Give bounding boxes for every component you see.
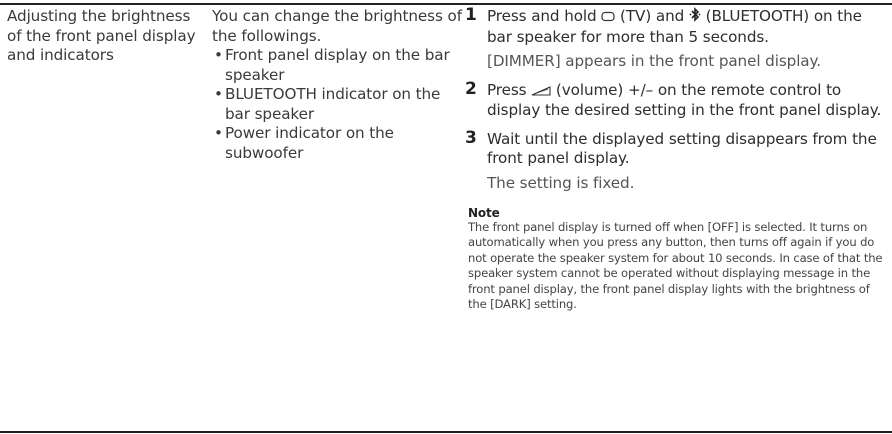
volume-icon [531, 82, 551, 102]
step-number: 3 [465, 127, 477, 148]
bullet-item: • Power indicator on the subwoofer [212, 124, 462, 163]
tv-icon [601, 8, 615, 28]
step-instruction: Wait until the displayed setting disappears from the front panel display. [487, 129, 877, 167]
function-title: Adjusting the brightness of the front panel display and indicators [7, 7, 196, 64]
description-bullets [212, 46, 462, 163]
table-top-rule [0, 3, 892, 5]
bullet-item: • BLUETOOTH indicator on the bar speaker [212, 85, 462, 124]
step-instruction: Press (volume) +/– on the remote control to display the desired setting in the front panel display. [487, 80, 882, 119]
note-title: Note [468, 206, 500, 220]
note-body: The front panel display is turned off when [OFF] is selected. It turns on automatically when you press any button, then turns off again if you do not operate the speaker system for about 10 seconds. In case of that the speaker system cannot be operated without displaying message in the front panel display, the front panel display lights with the brightness of the [DARK] setting. [468, 220, 883, 312]
step-result: [DIMMER] appears in the front panel display. [487, 52, 821, 70]
step-number: 2 [465, 78, 477, 99]
step-result: The setting is fixed. [487, 173, 635, 192]
step-2 [463, 78, 888, 121]
bullet-item: • Front panel display on the bar speaker [212, 46, 462, 85]
step-instruction: Press and hold (TV) and (BLUETOOTH) on the bar speaker for more than 5 seconds. [487, 7, 862, 46]
step-number: 1 [465, 5, 477, 25]
note-block [463, 206, 888, 312]
table-bottom-rule [0, 431, 892, 433]
step-3 [463, 127, 888, 194]
description-intro: You can change the brightness of the followings. [212, 7, 462, 45]
description-cell [212, 7, 462, 163]
function-cell [7, 7, 207, 66]
procedure-cell [463, 7, 888, 312]
bluetooth-icon [689, 7, 701, 28]
step-1 [463, 7, 888, 72]
